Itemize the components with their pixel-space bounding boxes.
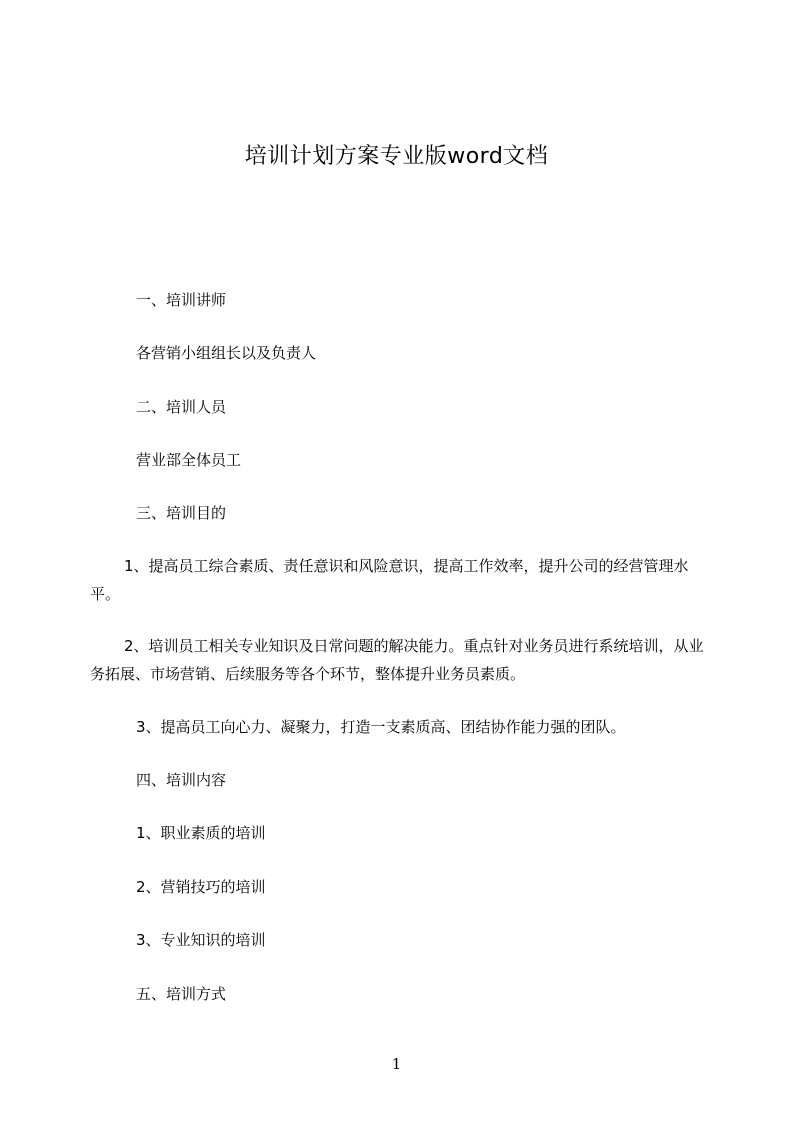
page-number: 1 (391, 1055, 402, 1073)
trainees-body: 营业部全体员工 (136, 451, 242, 469)
purpose-item-2: 2、培训员工相关专业知识及日常问题的解决能力。重点针对业务员进行系统培训，从业务拓展、市场营销、后续服务等各个环节，整体提升业务员素质。 (90, 637, 704, 683)
section-heading-purpose: 三、培训目的 (136, 504, 227, 522)
section-heading-trainers: 一、培训讲师 (136, 291, 227, 309)
section-heading-method: 五、培训方式 (136, 985, 227, 1003)
purpose-item-1: 1、提高员工综合素质、责任意识和风险意识，提高工作效率，提升公司的经营管理水平。 (90, 557, 689, 603)
content-item-1: 1、职业素质的培训 (136, 824, 266, 842)
trainers-body: 各营销小组组长以及负责人 (136, 344, 317, 362)
purpose-item-3: 3、提高员工向心力、凝聚力，打造一支素质高、团结协作能力强的团队。 (136, 718, 626, 736)
section-heading-content: 四、培训内容 (136, 771, 227, 789)
section-heading-trainees: 二、培训人员 (136, 398, 227, 416)
document-title: 培训计划方案专业版word文档 (244, 144, 549, 169)
content-item-2: 2、营销技巧的培训 (136, 878, 266, 896)
content-item-3: 3、专业知识的培训 (136, 931, 266, 949)
